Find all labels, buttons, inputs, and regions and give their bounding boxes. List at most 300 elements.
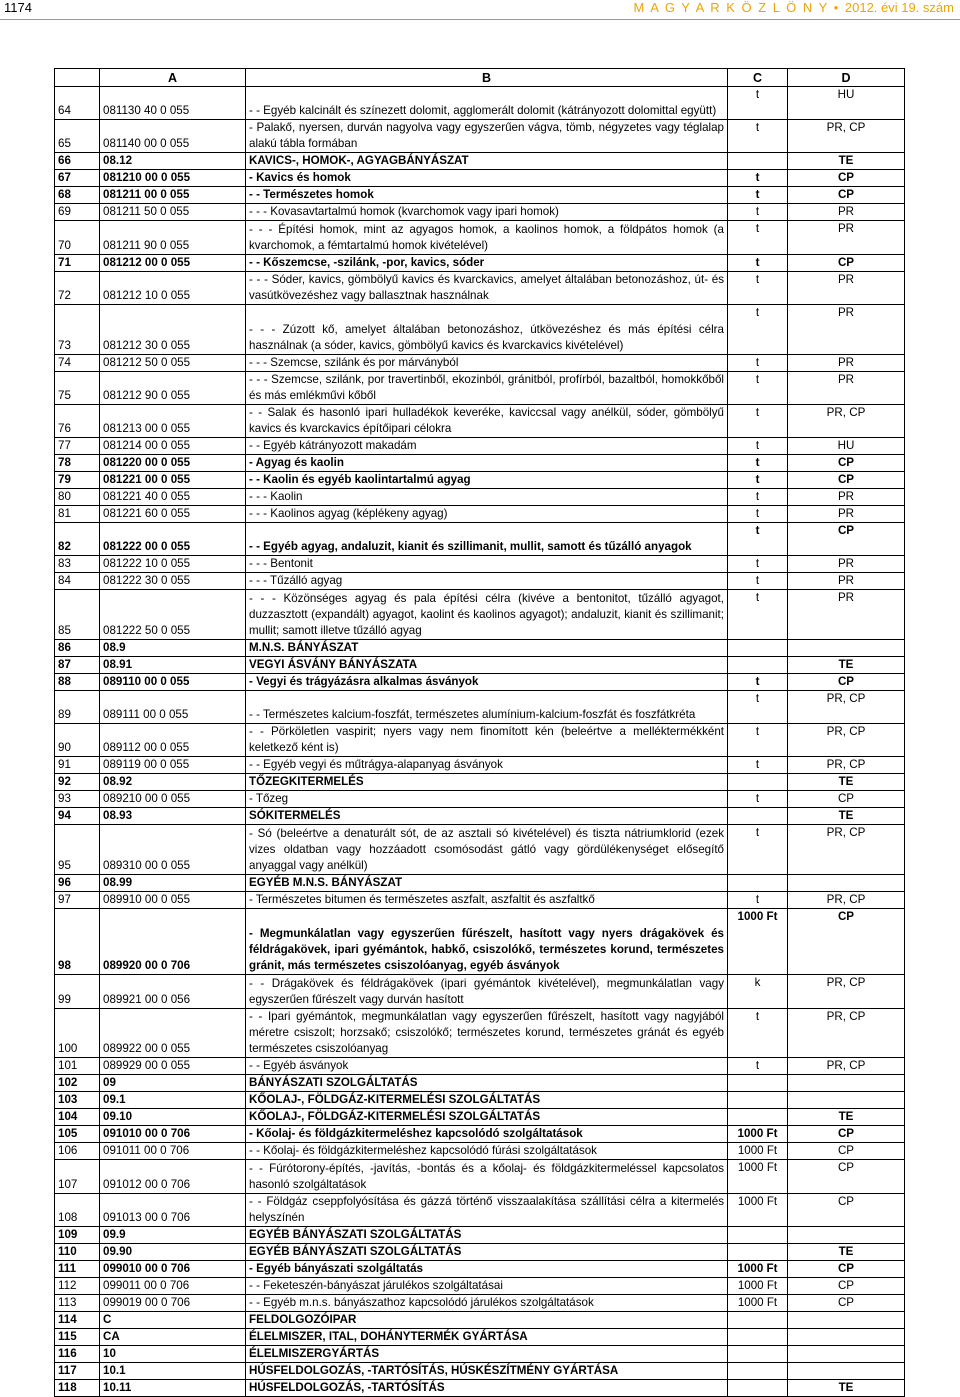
type-cell: CP (788, 522, 905, 555)
unit-cell: t (728, 304, 788, 354)
unit-cell: 1000 Ft (728, 1143, 788, 1160)
table-row (55, 221, 905, 254)
table-row (55, 825, 905, 875)
row-number-cell: 100 (55, 1008, 100, 1058)
row-number-cell: 112 (55, 1277, 100, 1294)
description-cell: BÁNYÁSZATI SZOLGÁLTATÁS (246, 1075, 728, 1092)
code-cell: 089310 00 0 055 (100, 825, 246, 875)
table-row (55, 1143, 905, 1160)
unit-cell: t (728, 471, 788, 488)
code-cell: 089929 00 0 055 (100, 1058, 246, 1075)
description-cell: - Kőolaj- és földgázkitermeléshez kapcsolódó szolgáltatások (246, 1126, 728, 1143)
header-cell-b: B (246, 69, 728, 87)
type-cell: TE (788, 656, 905, 673)
row-number-cell: 109 (55, 1226, 100, 1243)
unit-cell: t (728, 757, 788, 774)
description-cell: - Természetes bitumen és természetes aszfalt, aszfaltit és aszfaltkő (246, 892, 728, 909)
description-cell: TŐZEGKITERMELÉS (246, 774, 728, 791)
type-cell: PR (788, 221, 905, 254)
row-number-cell: 115 (55, 1328, 100, 1345)
unit-cell: t (728, 271, 788, 304)
code-cell: 091012 00 0 706 (100, 1160, 246, 1193)
code-cell: 08.99 (100, 875, 246, 892)
unit-cell (728, 1109, 788, 1126)
table-row (55, 690, 905, 723)
description-cell: - - Fúrótorony-építés, -javítás, -bontás és a kőolaj- és földgázkitermeléssel kapcsolatos hasonló szolgáltatások (246, 1160, 728, 1193)
table-row (55, 1075, 905, 1092)
unit-cell: 1000 Ft (728, 1160, 788, 1193)
description-cell: - Egyéb bányászati szolgáltatás (246, 1260, 728, 1277)
description-cell: EGYÉB BÁNYÁSZATI SZOLGÁLTATÁS (246, 1243, 728, 1260)
table-row (55, 892, 905, 909)
unit-cell: t (728, 825, 788, 875)
type-cell: PR, CP (788, 1008, 905, 1058)
bullet-separator: • (833, 0, 840, 15)
unit-cell: t (728, 371, 788, 404)
description-cell: - - - Kovasavtartalmú homok (kvarchomok vagy ipari homok) (246, 204, 728, 221)
description-cell: SÓKITERMELÉS (246, 808, 728, 825)
unit-cell: t (728, 690, 788, 723)
code-cell: 081212 50 0 055 (100, 354, 246, 371)
description-cell: HÚSFELDOLGOZÁS, -TARTÓSÍTÁS, HÚSKÉSZÍTMÉNY GYÁRTÁSA (246, 1362, 728, 1379)
table-row (55, 1294, 905, 1311)
type-cell (788, 1311, 905, 1328)
description-cell: - Agyag és kaolin (246, 454, 728, 471)
row-number-cell: 71 (55, 254, 100, 271)
description-cell: - - Kaolin és egyéb kaolintartalmú agyag (246, 471, 728, 488)
unit-cell: 1000 Ft (728, 1294, 788, 1311)
code-cell: 089119 00 0 055 (100, 757, 246, 774)
table-row (55, 153, 905, 170)
unit-cell (728, 875, 788, 892)
row-number-cell: 111 (55, 1260, 100, 1277)
type-cell: PR (788, 505, 905, 522)
code-cell: 081221 60 0 055 (100, 505, 246, 522)
description-cell: - - - Közönséges agyag és pala építési célra (kivéve a bentonitot, tűzálló agyagot, duzzasztott (expandált) agyagot, kaolint és kaolinos agyagot); andaluzit, kianit és szillimanit; mullit; samott illetve tűzálló agyag (246, 590, 728, 640)
unit-cell (728, 1328, 788, 1345)
type-cell: TE (788, 1379, 905, 1396)
type-cell: TE (788, 774, 905, 791)
unit-cell: t (728, 488, 788, 505)
type-cell: PR (788, 271, 905, 304)
description-cell: HÚSFELDOLGOZÁS, -TARTÓSÍTÁS (246, 1379, 728, 1396)
description-cell: - Kavics és homok (246, 170, 728, 187)
description-cell: KAVICS-, HOMOK-, AGYAGBÁNYÁSZAT (246, 153, 728, 170)
row-number-cell: 101 (55, 1058, 100, 1075)
description-cell: - - - Zúzott kő, amelyet általában betonozáshoz, útkövezéshez és más építési célra használnak (a sóder, kavics, gömbölyű kavics és kvarckavics kivételével) (246, 304, 728, 354)
row-number-cell: 117 (55, 1362, 100, 1379)
description-cell: - Megmunkálatlan vagy egyszerűen fűrészelt, hasított vagy nyers drágakövek és féldrágakövek, ipari gyémántok, habkő, csiszolókő, természetes korund, természetes gránit, más természetes csiszolóanyag, egyéb ásványok (246, 909, 728, 975)
unit-cell (728, 1243, 788, 1260)
type-cell: PR, CP (788, 1058, 905, 1075)
row-number-cell: 66 (55, 153, 100, 170)
table-row (55, 1160, 905, 1193)
code-cell: 081221 40 0 055 (100, 488, 246, 505)
unit-cell: t (728, 590, 788, 640)
unit-cell: t (728, 573, 788, 590)
code-cell: 08.91 (100, 656, 246, 673)
unit-cell: t (728, 221, 788, 254)
unit-cell: 1000 Ft (728, 1126, 788, 1143)
table-row (55, 590, 905, 640)
code-cell: 081221 00 0 055 (100, 471, 246, 488)
type-cell: PR, CP (788, 892, 905, 909)
row-number-cell: 113 (55, 1294, 100, 1311)
code-cell: 09.10 (100, 1109, 246, 1126)
type-cell: CP (788, 1193, 905, 1226)
code-cell: 089112 00 0 055 (100, 724, 246, 757)
type-cell: CP (788, 1126, 905, 1143)
table-row (55, 87, 905, 120)
table-row (55, 254, 905, 271)
description-cell: - - Földgáz cseppfolyósítása és gázzá történő visszaalakítása szállítási célra a kitermelés helyszínén (246, 1193, 728, 1226)
unit-cell: t (728, 556, 788, 573)
row-number-cell: 90 (55, 724, 100, 757)
unit-cell: t (728, 354, 788, 371)
code-cell: 081140 00 0 055 (100, 120, 246, 153)
code-cell: 091010 00 0 706 (100, 1126, 246, 1143)
row-number-cell: 96 (55, 875, 100, 892)
table-row (55, 354, 905, 371)
description-cell: - - - Tűzálló agyag (246, 573, 728, 590)
table-row (55, 975, 905, 1008)
unit-cell: t (728, 254, 788, 271)
description-cell: - Tőzeg (246, 791, 728, 808)
row-number-cell: 108 (55, 1193, 100, 1226)
type-cell: PR (788, 371, 905, 404)
table-row (55, 1092, 905, 1109)
code-cell: 081211 50 0 055 (100, 204, 246, 221)
table-row (55, 1362, 905, 1379)
unit-cell (728, 1226, 788, 1243)
row-number-cell: 89 (55, 690, 100, 723)
row-number-cell: 83 (55, 556, 100, 573)
journal-title (634, 0, 954, 15)
type-cell: PR (788, 354, 905, 371)
row-number-cell: 64 (55, 87, 100, 120)
code-cell: 081210 00 0 055 (100, 170, 246, 187)
type-cell: PR, CP (788, 690, 905, 723)
description-cell: KŐOLAJ-, FÖLDGÁZ-KITERMELÉSI SZOLGÁLTATÁS (246, 1092, 728, 1109)
code-cell: 091013 00 0 706 (100, 1193, 246, 1226)
unit-cell: k (728, 975, 788, 1008)
table-row (55, 1226, 905, 1243)
code-cell: 09 (100, 1075, 246, 1092)
description-cell: - - Kőolaj- és földgázkitermeléshez kapcsolódó fúrási szolgáltatások (246, 1143, 728, 1160)
code-cell: 081212 90 0 055 (100, 371, 246, 404)
table-row (55, 404, 905, 437)
code-cell: 081222 50 0 055 (100, 590, 246, 640)
type-cell: PR (788, 556, 905, 573)
code-cell: 09.90 (100, 1243, 246, 1260)
row-number-cell: 79 (55, 471, 100, 488)
row-number-cell: 88 (55, 673, 100, 690)
row-number-cell: 98 (55, 909, 100, 975)
description-cell: - - Egyéb kalcinált és színezett dolomit, agglomerált dolomit (kátrányozott dolomittal együtt) (246, 87, 728, 120)
type-cell (788, 1075, 905, 1092)
table-row (55, 471, 905, 488)
description-cell: - - - Szemcse, szilánk és por márványból (246, 354, 728, 371)
table-row (55, 120, 905, 153)
row-number-cell: 93 (55, 791, 100, 808)
table-row (55, 1277, 905, 1294)
type-cell: CP (788, 909, 905, 975)
code-cell: 081212 30 0 055 (100, 304, 246, 354)
code-cell: 089110 00 0 055 (100, 673, 246, 690)
unit-cell: t (728, 437, 788, 454)
code-cell: 081212 10 0 055 (100, 271, 246, 304)
type-cell: TE (788, 153, 905, 170)
row-number-cell: 105 (55, 1126, 100, 1143)
type-cell: HU (788, 87, 905, 120)
type-cell: PR, CP (788, 404, 905, 437)
issue-number: 2012. évi 19. szám (844, 0, 954, 15)
description-cell: EGYÉB M.N.S. BÁNYÁSZAT (246, 875, 728, 892)
code-cell: 089922 00 0 055 (100, 1008, 246, 1058)
row-number-cell: 84 (55, 573, 100, 590)
unit-cell (728, 1311, 788, 1328)
table-row (55, 556, 905, 573)
table-row (55, 639, 905, 656)
row-number-cell: 99 (55, 975, 100, 1008)
type-cell: PR, CP (788, 724, 905, 757)
journal-name: M A G Y A R K Ö Z L Ö N Y (633, 0, 829, 15)
type-cell (788, 639, 905, 656)
type-cell: CP (788, 1143, 905, 1160)
row-number-cell: 86 (55, 639, 100, 656)
description-cell: - - - Sóder, kavics, gömbölyű kavics és kvarckavics, amelyet általában betonozáshoz, út- és vasútkövezéshez vagy ballasztnak használnak (246, 271, 728, 304)
type-cell: HU (788, 437, 905, 454)
row-number-cell: 70 (55, 221, 100, 254)
row-number-cell: 65 (55, 120, 100, 153)
table-row (55, 774, 905, 791)
table-row (55, 505, 905, 522)
code-cell: 081211 90 0 055 (100, 221, 246, 254)
unit-cell (728, 1092, 788, 1109)
page-number: 1174 (4, 0, 32, 15)
code-cell: 089210 00 0 055 (100, 791, 246, 808)
type-cell: TE (788, 1109, 905, 1126)
unit-cell (728, 656, 788, 673)
row-number-cell: 110 (55, 1243, 100, 1260)
unit-cell (728, 1075, 788, 1092)
type-cell: TE (788, 1243, 905, 1260)
unit-cell (728, 1379, 788, 1396)
type-cell: CP (788, 791, 905, 808)
unit-cell: t (728, 87, 788, 120)
table-row (55, 757, 905, 774)
row-number-cell: 116 (55, 1345, 100, 1362)
row-number-cell: 97 (55, 892, 100, 909)
row-number-cell: 80 (55, 488, 100, 505)
code-cell: 089111 00 0 055 (100, 690, 246, 723)
table-row (55, 1008, 905, 1058)
table-row (55, 1345, 905, 1362)
unit-cell (728, 153, 788, 170)
table-row (55, 488, 905, 505)
type-cell: CP (788, 454, 905, 471)
type-cell: CP (788, 471, 905, 488)
code-cell: 091011 00 0 706 (100, 1143, 246, 1160)
code-cell: 081222 30 0 055 (100, 573, 246, 590)
type-cell (788, 1226, 905, 1243)
code-cell: 099011 00 0 706 (100, 1277, 246, 1294)
unit-cell: t (728, 1008, 788, 1058)
description-cell: - - Kőszemcse, -szilánk, -por, kavics, sóder (246, 254, 728, 271)
row-number-cell: 82 (55, 522, 100, 555)
description-cell: - Só (beleértve a denaturált sót, de az asztali só kivételével) és tiszta nátriumklorid (ezek vizes oldatban vagy hozzáadott csomósodást gátló vagy gördülékenységet elősegítő anyaggal vagy anélkül) (246, 825, 728, 875)
code-cell: 089920 00 0 706 (100, 909, 246, 975)
type-cell: CP (788, 1277, 905, 1294)
row-number-cell: 67 (55, 170, 100, 187)
description-cell: FELDOLGOZÓIPAR (246, 1311, 728, 1328)
header-rule (0, 19, 960, 20)
type-cell: PR (788, 488, 905, 505)
type-cell: PR, CP (788, 757, 905, 774)
type-cell: CP (788, 1160, 905, 1193)
description-cell: - Vegyi és trágyázásra alkalmas ásványok (246, 673, 728, 690)
type-cell (788, 1092, 905, 1109)
table-row (55, 204, 905, 221)
table-row (55, 1193, 905, 1226)
table-row (55, 724, 905, 757)
unit-cell: t (728, 505, 788, 522)
row-number-cell: 92 (55, 774, 100, 791)
code-cell: 081214 00 0 055 (100, 437, 246, 454)
type-cell: PR (788, 204, 905, 221)
unit-cell (728, 1362, 788, 1379)
description-cell: - - - Szemcse, szilánk, por travertinből, ekozinból, gránitból, profírból, bazaltból, homokkőből és más emlékművi kőből (246, 371, 728, 404)
description-cell: ÉLELMISZERGYÁRTÁS (246, 1345, 728, 1362)
unit-cell: t (728, 204, 788, 221)
unit-cell: t (728, 791, 788, 808)
code-cell: 081212 00 0 055 (100, 254, 246, 271)
code-cell: 081222 00 0 055 (100, 522, 246, 555)
row-number-cell: 73 (55, 304, 100, 354)
type-cell: CP (788, 673, 905, 690)
type-cell: CP (788, 254, 905, 271)
table-row (55, 1126, 905, 1143)
description-cell: M.N.S. BÁNYÁSZAT (246, 639, 728, 656)
code-cell: 081130 40 0 055 (100, 87, 246, 120)
unit-cell: t (728, 522, 788, 555)
row-number-cell: 68 (55, 187, 100, 204)
unit-cell (728, 774, 788, 791)
page-header (0, 0, 960, 14)
type-cell: PR, CP (788, 120, 905, 153)
type-cell: CP (788, 1260, 905, 1277)
table-row (55, 187, 905, 204)
type-cell: PR, CP (788, 825, 905, 875)
code-cell: 08.12 (100, 153, 246, 170)
description-cell: - - Egyéb m.n.s. bányászathoz kapcsolódó járulékos szolgáltatások (246, 1294, 728, 1311)
code-cell: 081220 00 0 055 (100, 454, 246, 471)
row-number-cell: 77 (55, 437, 100, 454)
description-cell: - Palakő, nyersen, durván nagyolva vagy egyszerűen vágva, tömb, négyzetes vagy téglalap alakú tábla formában (246, 120, 728, 153)
description-cell: - - Egyéb ásványok (246, 1058, 728, 1075)
code-cell: 09.9 (100, 1226, 246, 1243)
row-number-cell: 74 (55, 354, 100, 371)
table-row (55, 673, 905, 690)
row-number-cell: 75 (55, 371, 100, 404)
header-cell-c: C (728, 69, 788, 87)
type-cell: PR (788, 304, 905, 354)
description-cell: - - - Építési homok, mint az agyagos homok, a kaolinos homok, a földpátos homok (a kvarchomok, a fémtartalmú homok kivételével) (246, 221, 728, 254)
unit-cell: t (728, 454, 788, 471)
table-row (55, 656, 905, 673)
description-cell: KŐOLAJ-, FÖLDGÁZ-KITERMELÉSI SZOLGÁLTATÁS (246, 1109, 728, 1126)
table-row (55, 1243, 905, 1260)
code-cell: C (100, 1311, 246, 1328)
row-number-cell: 114 (55, 1311, 100, 1328)
type-cell (788, 1362, 905, 1379)
table-row (55, 522, 905, 555)
table-row (55, 1109, 905, 1126)
type-cell: CP (788, 170, 905, 187)
table-row (55, 454, 905, 471)
table-row (55, 271, 905, 304)
type-cell (788, 875, 905, 892)
type-cell: CP (788, 1294, 905, 1311)
table-row (55, 437, 905, 454)
description-cell: - - Természetes homok (246, 187, 728, 204)
unit-cell (728, 1345, 788, 1362)
row-number-cell: 76 (55, 404, 100, 437)
row-number-cell: 94 (55, 808, 100, 825)
classification-table (54, 68, 905, 1397)
description-cell: EGYÉB BÁNYÁSZATI SZOLGÁLTATÁS (246, 1226, 728, 1243)
row-number-cell: 103 (55, 1092, 100, 1109)
type-cell: PR, CP (788, 975, 905, 1008)
code-cell: 08.9 (100, 639, 246, 656)
table-row (55, 1260, 905, 1277)
description-cell: - - Egyéb agyag, andaluzit, kianit és szillimanit, mullit, samott és tűzálló anyagok (246, 522, 728, 555)
unit-cell: t (728, 892, 788, 909)
description-cell: - - - Bentonit (246, 556, 728, 573)
unit-cell: t (728, 404, 788, 437)
description-cell: VEGYI ÁSVÁNY BÁNYÁSZATA (246, 656, 728, 673)
description-cell: - - Salak és hasonló ipari hulladékok keveréke, kaviccsal vagy anélkül, sóder, gömbölyű kavics és kvarckavics építőipari célokra (246, 404, 728, 437)
table-row (55, 875, 905, 892)
row-number-cell: 95 (55, 825, 100, 875)
unit-cell: 1000 Ft (728, 909, 788, 975)
unit-cell: t (728, 673, 788, 690)
code-cell: 081213 00 0 055 (100, 404, 246, 437)
table-row (55, 1328, 905, 1345)
code-cell: 10.1 (100, 1362, 246, 1379)
code-cell: 089921 00 0 056 (100, 975, 246, 1008)
row-number-cell: 69 (55, 204, 100, 221)
row-number-cell: 104 (55, 1109, 100, 1126)
unit-cell: 1000 Ft (728, 1260, 788, 1277)
header-cell-d: D (788, 69, 905, 87)
header-cell-blank (55, 69, 100, 87)
code-cell: 08.92 (100, 774, 246, 791)
code-cell: 089910 00 0 055 (100, 892, 246, 909)
description-cell: - - Egyéb kátrányozott makadám (246, 437, 728, 454)
row-number-cell: 107 (55, 1160, 100, 1193)
unit-cell: t (728, 170, 788, 187)
row-number-cell: 72 (55, 271, 100, 304)
table-row (55, 371, 905, 404)
code-cell: 099010 00 0 706 (100, 1260, 246, 1277)
code-cell: 081222 10 0 055 (100, 556, 246, 573)
description-cell: - - Természetes kalcium-foszfát, természetes alumínium-kalcium-foszfát és foszfátkréta (246, 690, 728, 723)
code-cell: 10.11 (100, 1379, 246, 1396)
row-number-cell: 87 (55, 656, 100, 673)
description-cell: - - - Kaolinos agyag (képlékeny agyag) (246, 505, 728, 522)
description-cell: ÉLELMISZER, ITAL, DOHÁNYTERMÉK GYÁRTÁSA (246, 1328, 728, 1345)
